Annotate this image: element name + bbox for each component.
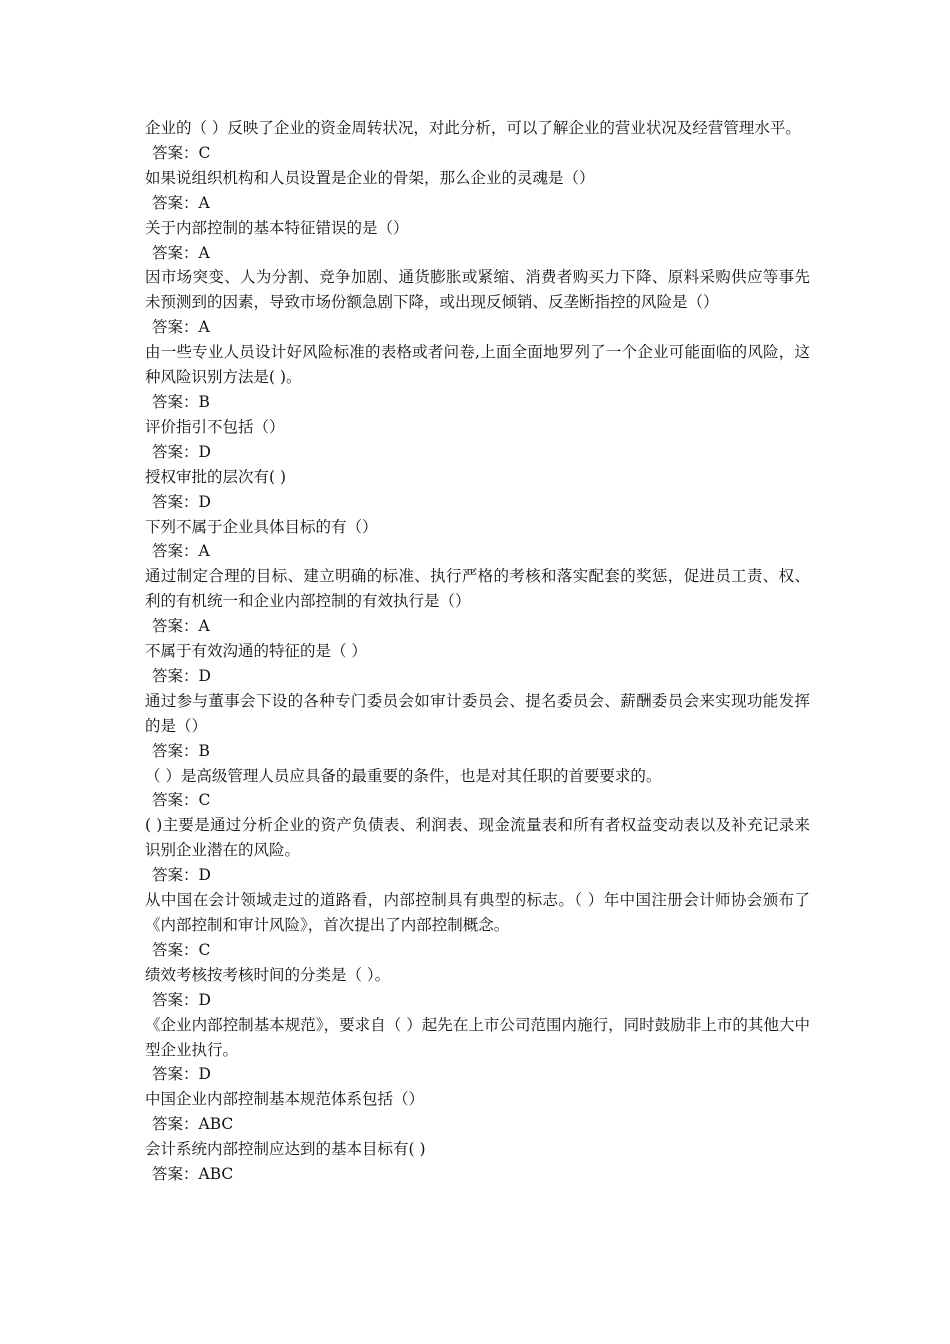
qa-item-15 (145, 963, 810, 1013)
qa-item-7 (145, 465, 810, 515)
question-text: 通过参与董事会下设的各种专门委员会如审计委员会、提名委员会、薪酬委员会来实现功能发挥的是（） (145, 691, 810, 735)
answer-text: 答案：D (152, 666, 211, 685)
qa-item-9 (145, 564, 810, 639)
question-text: ( )主要是通过分析企业的资产负债表、利润表、现金流量表和所有者权益变动表以及补充记录来识别企业潜在的风险。 (145, 816, 810, 860)
qa-item-12 (145, 764, 810, 814)
question-text: 企业的（ ）反映了企业的资金周转状况，对此分析，可以了解企业的营业状况及经营管理水平。 (145, 119, 801, 137)
answer-text: 答案：D (152, 866, 211, 885)
qa-item-8 (145, 515, 810, 565)
question-text: 由一些专业人员设计好风险标准的表格或者问卷,上面全面地罗列了一个企业可能面临的风险，这种风险识别方法是( )。 (145, 343, 810, 387)
question-text: 评价指引不包括（） (145, 417, 285, 436)
answer-text: 答案：B (152, 741, 210, 760)
qa-item-3 (145, 216, 810, 266)
qa-item-18 (145, 1137, 810, 1187)
answer-text: 答案：ABC (152, 1165, 234, 1184)
answer-text: 答案：C (152, 940, 211, 959)
question-text: 如果说组织机构和人员设置是企业的骨架，那么企业的灵魂是（） (145, 168, 595, 187)
qa-item-5 (145, 340, 810, 415)
answer-text: 答案：B (152, 392, 210, 411)
question-text: 关于内部控制的基本特征错误的是（） (145, 218, 409, 237)
question-text: 不属于有效沟通的特征的是（ ） (145, 642, 367, 661)
qa-item-13 (145, 813, 810, 888)
document-body (145, 116, 810, 1187)
question-text: 因市场突变、人为分割、竞争加剧、通货膨胀或紧缩、消费者购买力下降、原料采购供应等事先未预测到的因素，导致市场份额急剧下降，或出现反倾销、反垄断指控的风险是（） (145, 268, 810, 312)
qa-item-17 (145, 1087, 810, 1137)
answer-text: 答案：ABC (152, 1115, 234, 1134)
answer-text: 答案：A (152, 318, 210, 337)
question-text: 授权审批的层次有( ) (145, 467, 287, 486)
question-text: （ ）是高级管理人员应具备的最重要的条件，也是对其任职的首要要求的。 (145, 766, 662, 785)
answer-text: 答案：A (152, 617, 210, 636)
qa-item-4 (145, 265, 810, 340)
qa-item-1 (145, 116, 810, 166)
qa-item-11 (145, 689, 810, 764)
qa-item-10 (145, 639, 810, 689)
question-text: 通过制定合理的目标、建立明确的标准、执行严格的考核和落实配套的奖惩，促进员工责、权、利的有机统一和企业内部控制的有效执行是（） (145, 567, 810, 611)
qa-item-14 (145, 888, 810, 963)
answer-text: 答案：A (152, 542, 210, 561)
answer-text: 答案：A (152, 193, 210, 212)
answer-text: 答案：C (152, 791, 211, 810)
answer-text: 答案：A (152, 243, 210, 262)
question-text: 从中国在会计领域走过的道路看，内部控制具有典型的标志。（ ）年中国注册会计师协会颁布了《内部控制和审计风险》，首次提出了内部控制概念。 (145, 891, 810, 934)
question-text: 会计系统内部控制应达到的基本目标有( ) (145, 1140, 426, 1159)
question-text: 绩效考核按考核时间的分类是（ ）。 (145, 965, 391, 984)
answer-text: 答案：D (152, 990, 211, 1009)
question-text: 《企业内部控制基本规范》，要求自（ ）起先在上市公司范围内施行，同时鼓励非上市的其他大中型企业执行。 (145, 1015, 810, 1059)
answer-text: 答案：C (152, 143, 211, 162)
qa-item-16 (145, 1013, 810, 1088)
answer-text: 答案：D (152, 492, 211, 511)
qa-item-6 (145, 415, 810, 465)
answer-text: 答案：D (152, 1065, 211, 1084)
question-text: 中国企业内部控制基本规范体系包括（） (145, 1090, 425, 1109)
qa-item-2 (145, 166, 810, 216)
question-text: 下列不属于企业具体目标的有（） (145, 517, 378, 536)
answer-text: 答案：D (152, 442, 211, 461)
